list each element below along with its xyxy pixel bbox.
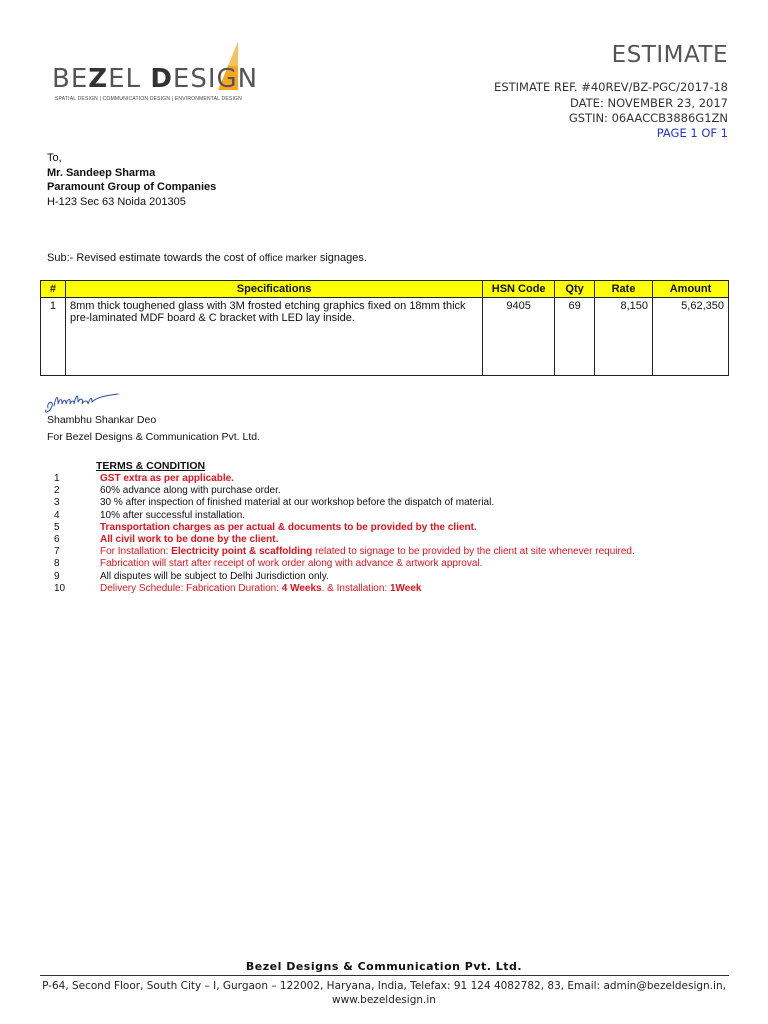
term-text: GST extra as per applicable. <box>100 473 234 484</box>
cell-number: 1 <box>41 298 66 376</box>
estimate-date: DATE: NOVEMBER 23, 2017 <box>570 96 728 110</box>
term-number: 4 <box>54 509 60 521</box>
gstin: GSTIN: 06AACCB3886G1ZN <box>568 111 728 125</box>
term-text <box>100 546 635 558</box>
cell-hsn-code: 9405 <box>483 298 555 376</box>
subject-item: office marker <box>259 253 317 264</box>
subject-prefix: Sub:- Revised estimate towards the cost of <box>47 252 257 264</box>
signatory-name: Shambhu Shankar Deo <box>47 414 157 426</box>
footer-email-link[interactable]: admin@bezeldesign.in <box>603 980 723 992</box>
term-item <box>50 583 635 595</box>
subject-line <box>47 252 367 264</box>
logo-tagline: SPATIAL DESIGN | COMMUNICATION DESIGN | ENVIRONMENTAL DESIGN <box>55 96 242 102</box>
term-item <box>50 485 635 497</box>
term-item <box>50 510 635 522</box>
signatory-company: For Bezel Designs & Communication Pvt. Ltd. <box>47 431 261 443</box>
company-logo <box>52 42 267 112</box>
term-number: 9 <box>54 570 60 582</box>
estimate-table <box>40 280 729 376</box>
table-header-row <box>41 281 729 298</box>
footer-website-link[interactable]: www.bezeldesign.in <box>332 994 436 1006</box>
terms-title: TERMS & CONDITION <box>96 460 206 472</box>
term-number: 8 <box>54 558 60 570</box>
col-header-number: # <box>41 281 66 298</box>
term-item <box>50 534 635 546</box>
cell-rate: 8,150 <box>595 298 653 376</box>
subject-suffix: signages. <box>319 252 367 264</box>
term-text: 30 % after inspection of finished material at our workshop before the dispatch of material. <box>100 497 495 509</box>
document-title: ESTIMATE <box>611 42 728 68</box>
recipient-address: H-123 Sec 63 Noida 201305 <box>47 195 186 208</box>
col-header-rate: Rate <box>595 281 653 298</box>
term-item <box>50 522 635 534</box>
term-text: Transportation charges as per actual & documents to be provided by the client. <box>100 521 477 533</box>
term-number: 1 <box>54 473 60 484</box>
salutation: To, <box>47 152 62 164</box>
term-text: Fabrication will start after receipt of work order along with advance & artwork approval. <box>100 558 483 570</box>
term-number: 2 <box>54 485 60 497</box>
term-text: 60% advance along with purchase order. <box>100 485 281 497</box>
cell-qty: 69 <box>555 298 595 376</box>
estimate-ref: ESTIMATE REF. #40REV/BZ-PGC/2017-18 <box>494 80 728 94</box>
handwritten-signature <box>44 388 124 416</box>
term-item <box>50 497 635 509</box>
term-text-emphasis: Electricity point & scaffolding <box>171 546 313 558</box>
cell-amount: 5,62,350 <box>653 298 729 376</box>
term-text-part: Delivery Schedule: Fabrication Duration: <box>100 582 282 594</box>
col-header-qty: Qty <box>555 281 595 298</box>
term-text-part: related to signage to be provided by the client at site whenever required. <box>312 546 635 558</box>
col-header-amount: Amount <box>653 281 729 298</box>
col-header-specifications: Specifications <box>65 281 482 298</box>
terms-list <box>50 473 635 595</box>
term-text-emphasis: 4 Weeks <box>281 582 322 594</box>
cell-specification: 8mm thick toughened glass with 3M frosted etching graphics fixed on 18mm thick pre-laminated MDF board & C bracket with LED lay inside. <box>65 298 482 376</box>
term-item <box>50 473 635 485</box>
logo-wordmark: BEZEL DESIGN <box>52 64 259 94</box>
term-text-part: For Installation: <box>100 546 172 558</box>
term-text-part: . & Installation: <box>321 582 390 594</box>
term-text: All civil work to be done by the client. <box>100 533 279 545</box>
term-item <box>50 546 635 558</box>
term-number: 6 <box>54 533 60 545</box>
term-text <box>100 583 422 595</box>
term-number: 7 <box>54 546 60 558</box>
term-item <box>50 571 635 583</box>
term-text-emphasis: 1Week <box>389 582 422 594</box>
term-item <box>50 558 635 570</box>
term-number: 10 <box>54 582 66 594</box>
col-header-hsn-code: HSN Code <box>483 281 555 298</box>
footer-divider <box>40 975 729 976</box>
recipient-block <box>47 151 216 209</box>
term-text: All disputes will be subject to Delhi Jurisdiction only. <box>100 570 329 582</box>
footer-address-text: P-64, Second Floor, South City – I, Gurgaon – 122002, Haryana, India, Telefax: 91 124 4082782, 83, Email: <box>42 980 601 992</box>
footer-comma: , <box>722 980 726 992</box>
footer-company: Bezel Designs & Communication Pvt. Ltd. <box>245 960 523 973</box>
footer-address <box>0 979 768 1007</box>
table-row <box>41 298 729 376</box>
page-number: PAGE 1 OF 1 <box>656 126 728 140</box>
recipient-name: Mr. Sandeep Sharma <box>47 166 156 179</box>
term-number: 3 <box>54 497 60 509</box>
term-text: 10% after successful installation. <box>100 509 246 521</box>
term-number: 5 <box>54 521 60 533</box>
recipient-company: Paramount Group of Companies <box>47 181 217 193</box>
